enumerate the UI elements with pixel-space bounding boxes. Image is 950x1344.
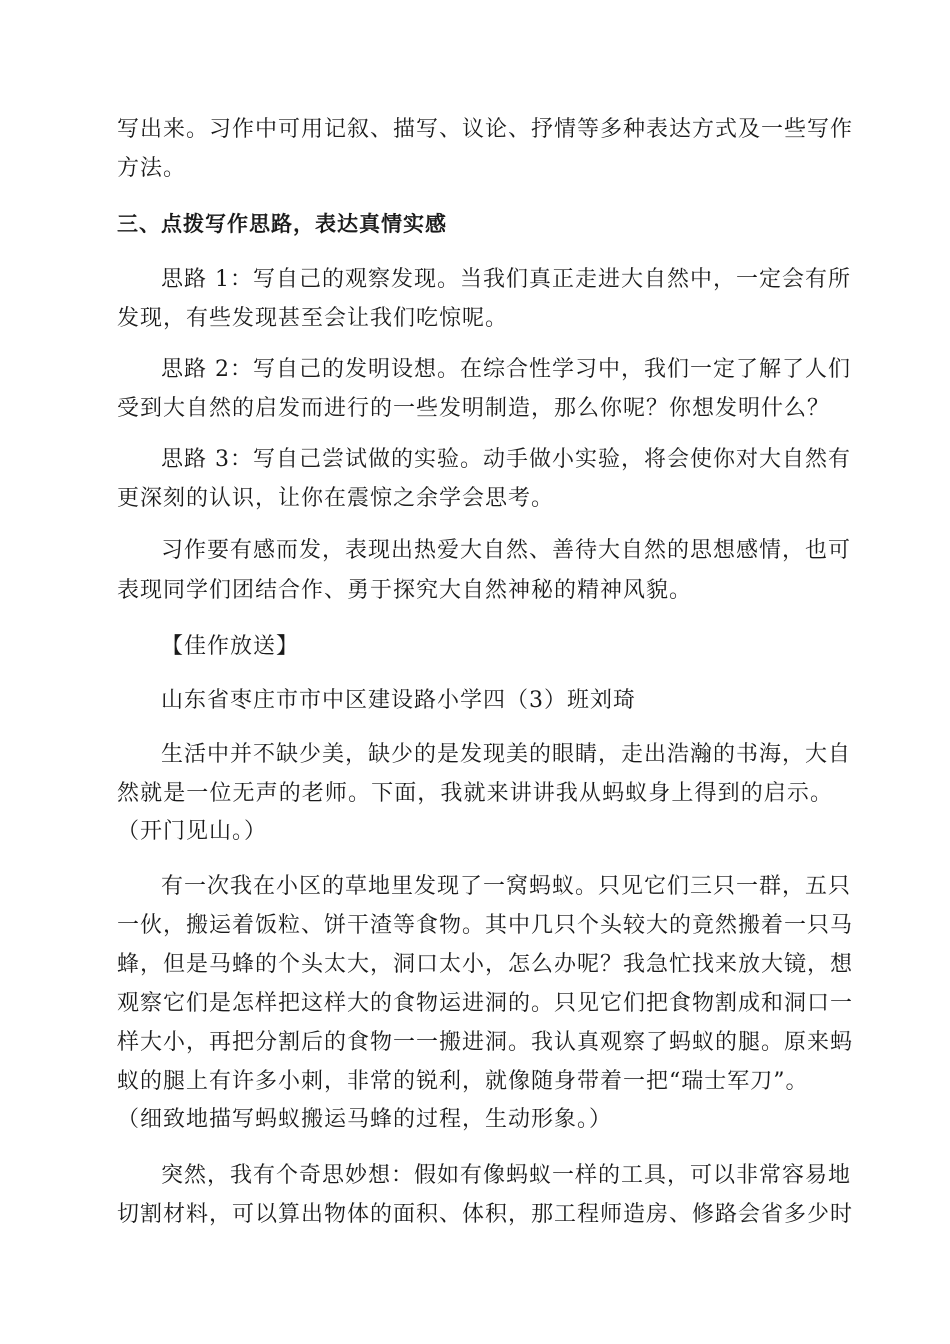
essay-paragraph-1-line: 然就是一位无声的老师。下面，我就来讲讲我从蚂蚁身上得到的启示。 — [117, 781, 833, 806]
showcase-label: 【佳作放送】 — [161, 634, 300, 659]
essay-paragraph-2-line: 有一次我在小区的草地里发现了一窝蚂蚁。只见它们三只一群，五只 — [161, 874, 852, 899]
essay-paragraph-3-line: 切割材料，可以算出物体的面积、体积，那工程师造房、修路会省多少时 — [117, 1202, 854, 1227]
essay-paragraph-2-line: 蚁的腿上有许多小刺，非常的锐利，就像随身带着一把“瑞士军刀”。 — [117, 1069, 809, 1094]
idea-3-line: 思路 3：写自己尝试做的实验。动手做小实验，将会使你对大自然有 — [161, 447, 851, 472]
idea-1-line: 思路 1：写自己的观察发现。当我们真正走进大自然中，一定会有所 — [161, 267, 851, 292]
essay-paragraph-2-line: 蜂，但是马蜂的个头太大，洞口太小，怎么办呢？我急忙找来放大镜，想 — [117, 952, 854, 977]
idea-3-line: 更深刻的认识，让你在震惊之余学会思考。 — [117, 486, 555, 511]
essay-paragraph-2-line: 一伙，搬运着饭粒、饼干渣等食物。其中几只个头较大的竟然搬着一只马 — [117, 913, 854, 938]
section-heading: 三、点拨写作思路，表达真情实感 — [117, 212, 447, 236]
intro-line: 写出来。习作中可用记叙、描写、议论、抒情等多种表达方式及一些写作 — [117, 117, 854, 142]
summary-line: 习作要有感而发，表现出热爱大自然、善待大自然的思想感情，也可 — [161, 538, 852, 563]
essay-paragraph-1-line: （开门见山。） — [117, 819, 268, 844]
intro-line: 方法。 — [117, 156, 187, 181]
idea-2-line: 思路 2：写自己的发明设想。在综合性学习中，我们一定了解了人们 — [161, 357, 851, 382]
essay-paragraph-2-line: 样大小，再把分割后的食物一一搬进洞。我认真观察了蚂蚁的腿。原来蚂 — [117, 1030, 854, 1055]
essay-paragraph-3-line: 突然，我有个奇思妙想：假如有像蚂蚁一样的工具，可以非常容易地 — [161, 1163, 852, 1188]
idea-2-line: 受到大自然的启发而进行的一些发明制造，那么你呢？你想发明什么？ — [117, 396, 831, 421]
idea-1-line: 发现，有些发现甚至会让我们吃惊呢。 — [117, 306, 509, 331]
essay-paragraph-1-line: 生活中并不缺少美，缺少的是发现美的眼睛，走出浩瀚的书海，大自 — [161, 742, 852, 767]
author-line: 山东省枣庄市市中区建设路小学四（3）班刘琦 — [161, 688, 636, 713]
essay-paragraph-2-line: （细致地描写蚂蚁搬运马蜂的过程，生动形象。） — [117, 1107, 613, 1132]
summary-line: 表现同学们团结合作、勇于探究大自然神秘的精神风貌。 — [117, 578, 693, 603]
essay-paragraph-2-line: 观察它们是怎样把这样大的食物运进洞的。只见它们把食物割成和洞口一 — [117, 991, 854, 1016]
